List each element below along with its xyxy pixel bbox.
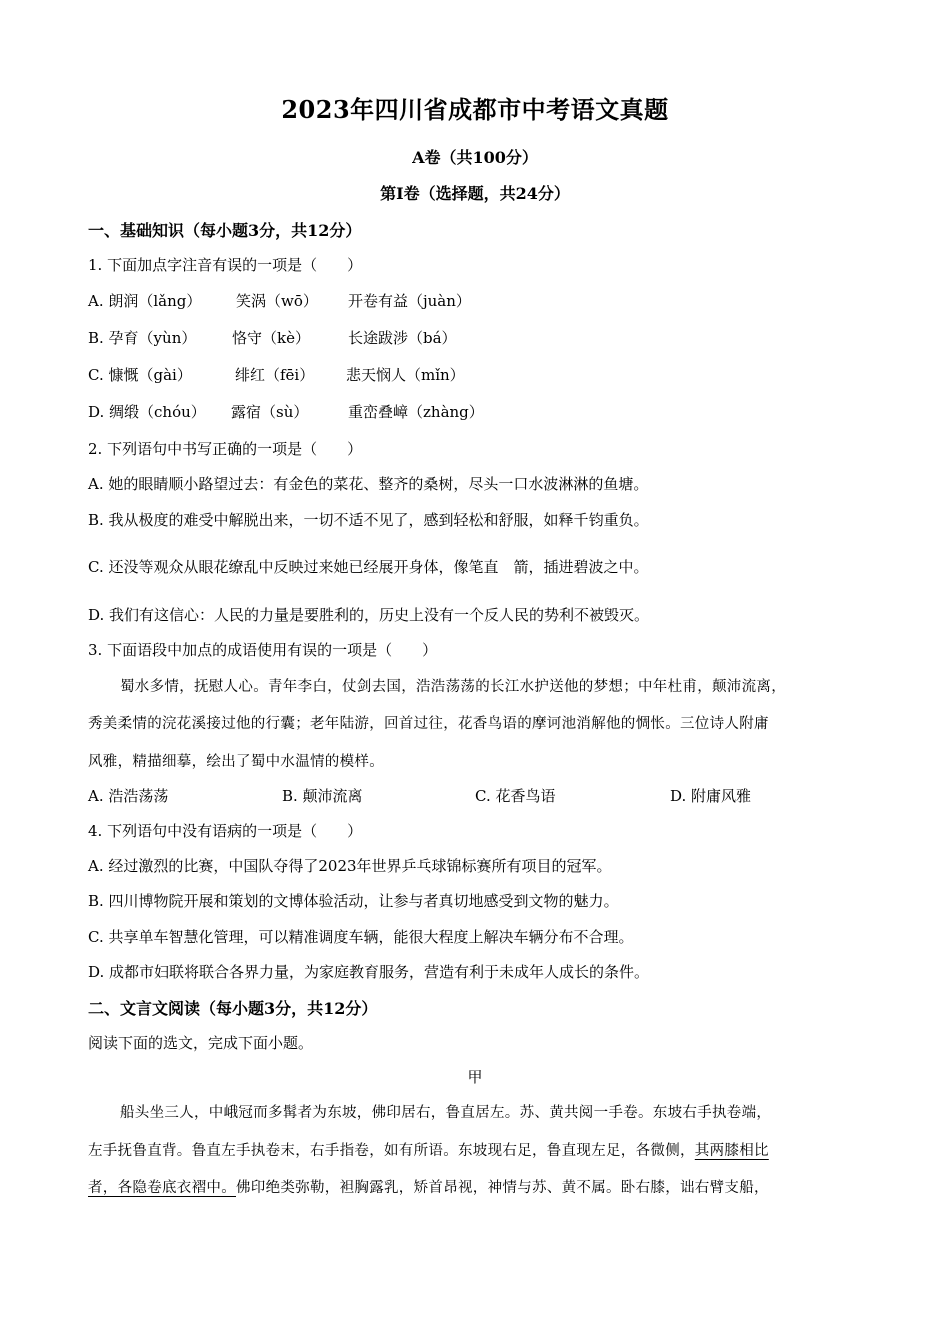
- q1-c-3: 悲天悯人（mǐn）: [346, 366, 465, 384]
- q1-c-1: C. 慷慨（gài）: [88, 366, 192, 384]
- part-one-heading: 第Ⅰ卷（选择题，共24分）: [380, 184, 570, 203]
- q1-c-2: 绯红（fēi）: [235, 366, 315, 384]
- q1-a-2: 笑涡（wō）: [236, 292, 318, 310]
- q3-passage-line-2: 秀美柔情的浣花溪接过他的行囊；老年陆游，回首过往，花香鸟语的摩诃池消解他的惆怅。三位诗人附庸: [88, 716, 769, 732]
- q3-option-c: C. 花香鸟语: [475, 787, 556, 805]
- q1-option-a: [88, 290, 471, 311]
- jia-underlined-phrase-2: 者，各隐卷底衣褶中。: [88, 1180, 236, 1196]
- q3-options: [88, 785, 751, 806]
- q3-passage-line-3: 风雅，精描细摹，绘出了蜀中水温情的模样。: [88, 754, 384, 770]
- q1-stem: 1. 下面加点字注音有误的一项是（ ）: [88, 256, 363, 274]
- q1-option-d: [88, 401, 484, 422]
- reading-intro: 阅读下面的选文，完成下面小题。: [88, 1034, 314, 1052]
- q3-option-b: B. 颠沛流离: [282, 787, 363, 805]
- q4-option-d: D. 成都市妇联将联合各界力量，为家庭教育服务，营造有利于未成年人成长的条件。: [88, 963, 650, 981]
- jia-line-3-text: 佛印绝类弥勒，袒胸露乳，矫首昂视，神情与苏、黄不属。卧右膝，诎右臂支船，: [236, 1180, 769, 1196]
- q4-option-c: C. 共享单车智慧化管理，可以精准调度车辆，能很大程度上解决车辆分布不合理。: [88, 928, 634, 946]
- q3-passage-line-1: 蜀水多情，抚慰人心。青年李白，仗剑去国，浩浩荡荡的长江水护送他的梦想；中年杜甫，颠沛流离，: [120, 679, 786, 695]
- section-two-heading: 二、文言文阅读（每小题3分，共12分）: [88, 999, 378, 1018]
- q1-d-2: 露宿（sù）: [231, 403, 309, 421]
- jia-passage-line-1: 船头坐三人，中峨冠而多髯者为东坡，佛印居右，鲁直居左。苏、黄共阅一手卷。东坡右手执卷端，: [120, 1105, 772, 1121]
- q3-option-a: A. 浩浩荡荡: [88, 787, 169, 805]
- passage-jia-label: 甲: [467, 1068, 483, 1086]
- q1-a-3: 开卷有益（juàn）: [348, 292, 471, 310]
- q1-option-c: [88, 364, 465, 385]
- q2-option-c: C. 还没等观众从眼花缭乱中反映过来她已经展开身体，像笔直 箭，插进碧波之中。: [88, 558, 649, 576]
- q1-d-3: 重峦叠嶂（zhàng）: [348, 403, 484, 421]
- q4-option-a: A. 经过激烈的比赛，中国队夺得了2023年世界乒乓球锦标赛所有项目的冠军。: [88, 857, 612, 875]
- q2-option-a: A. 她的眼睛顺小路望过去：有金色的菜花、整齐的桑树，尽头一口水波淋淋的鱼塘。: [88, 475, 649, 493]
- q2-option-b: B. 我从极度的难受中解脱出来，一切不适不见了，感到轻松和舒服，如释千钧重负。: [88, 511, 649, 529]
- q4-option-b: B. 四川博物院开展和策划的文博体验活动，让参与者真切地感受到文物的魅力。: [88, 892, 619, 910]
- q1-b-2: 恪守（kè）: [232, 329, 310, 347]
- q1-b-1: B. 孕育（yùn）: [88, 329, 197, 347]
- q2-option-d: D. 我们有这信心：人民的力量是要胜利的，历史上没有一个反人民的势利不被毁灭。: [88, 606, 650, 624]
- volume-a-heading: A卷（共100分）: [412, 148, 538, 167]
- q1-a-1: A. 朗润（lǎng）: [88, 292, 202, 310]
- q4-stem: 4. 下列语句中没有语病的一项是（ ）: [88, 822, 363, 840]
- q1-b-3: 长途跋涉（bá）: [348, 329, 457, 347]
- jia-passage-line-3: [88, 1176, 769, 1197]
- q1-d-1: D. 绸缎（chóu）: [88, 403, 206, 421]
- jia-underlined-phrase-1: 其两膝相比: [694, 1143, 769, 1159]
- q3-stem: 3. 下面语段中加点的成语使用有误的一项是（ ）: [88, 641, 438, 659]
- jia-line-2-text: 左手抚鲁直背。鲁直左手执卷末，右手指卷，如有所语。东坡现右足，鲁直现左足，各微侧，: [88, 1143, 695, 1159]
- jia-passage-line-2: [88, 1139, 769, 1160]
- q2-stem: 2. 下列语句中书写正确的一项是（ ）: [88, 440, 363, 458]
- q1-option-b: [88, 327, 457, 348]
- section-one-heading: 一、基础知识（每小题3分，共12分）: [88, 221, 362, 240]
- exam-title: 2023年四川省成都市中考语文真题: [281, 95, 669, 124]
- q3-option-d: D. 附庸风雅: [670, 787, 752, 805]
